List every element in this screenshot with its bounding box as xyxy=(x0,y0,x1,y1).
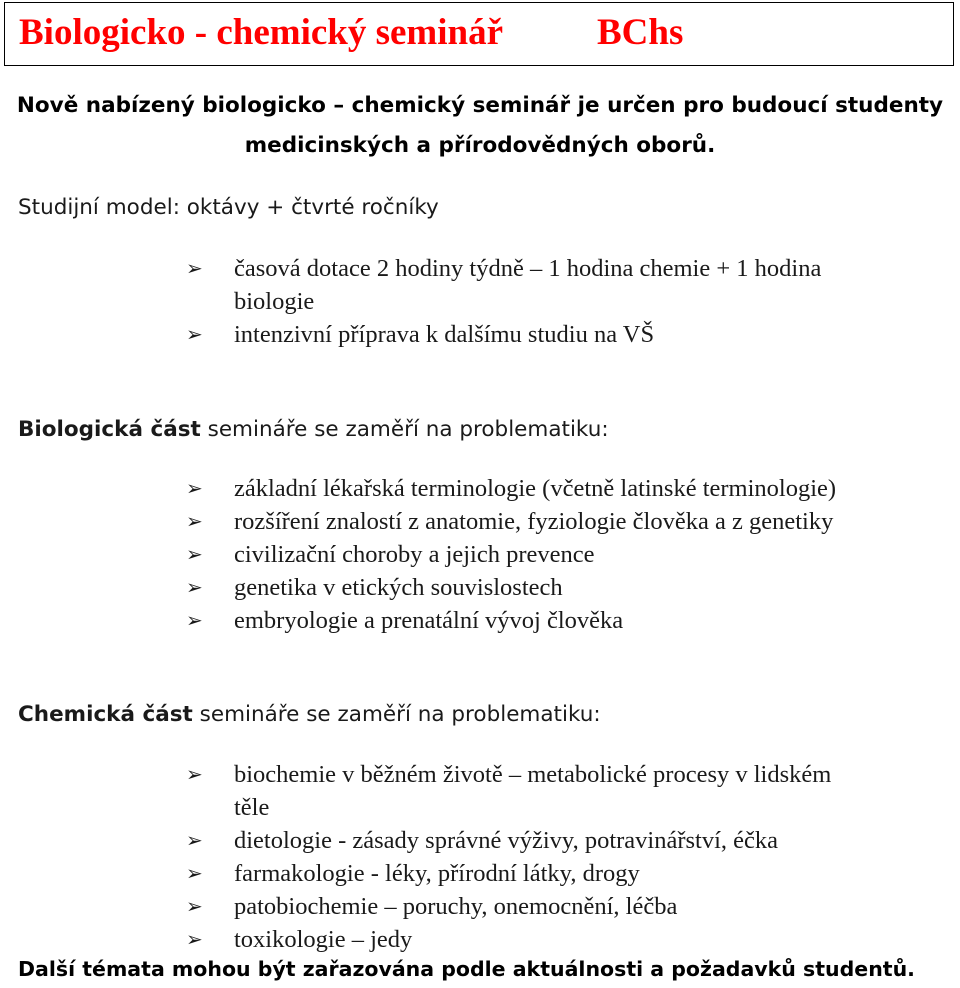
page-title: Biologicko - chemický seminář xyxy=(19,12,504,53)
course-code: BChs xyxy=(597,12,684,53)
list-item xyxy=(0,857,831,890)
arrow-bullet-icon: ➢ xyxy=(186,608,203,632)
biology-label: Biologická část xyxy=(18,417,201,442)
list-item xyxy=(0,824,831,857)
chemistry-rest: semináře se zaměří na problematiku: xyxy=(192,702,601,727)
study-model-label: Studijní model xyxy=(18,195,173,220)
list-item xyxy=(0,604,836,637)
list-item-text: biochemie v běžném životě – metabolické procesy v lidském xyxy=(234,761,832,788)
study-model-list xyxy=(0,252,821,351)
list-item-text: genetika v etických souvislostech xyxy=(234,574,563,601)
arrow-bullet-icon: ➢ xyxy=(186,861,203,885)
list-item xyxy=(0,538,836,571)
list-item-text: farmakologie - léky, přírodní látky, drogy xyxy=(234,860,640,887)
study-model-heading xyxy=(18,193,439,223)
chemistry-heading xyxy=(18,700,601,730)
list-item xyxy=(0,472,836,505)
list-item-text: civilizační choroby a jejich prevence xyxy=(234,541,595,568)
list-item-text: patobiochemie – poruchy, onemocnění, léčba xyxy=(234,893,678,920)
biology-list xyxy=(0,472,836,637)
list-item xyxy=(0,318,821,351)
list-item-text: toxikologie – jedy xyxy=(234,926,413,953)
arrow-bullet-icon: ➢ xyxy=(186,894,203,918)
list-item-continuation xyxy=(0,791,831,824)
intro-line-1: Nově nabízený biologicko – chemický seminář je určen pro budoucí studenty xyxy=(16,93,944,118)
list-item xyxy=(0,505,836,538)
list-item-text: rozšíření znalostí z anatomie, fyziologie člověka a z genetiky xyxy=(234,508,834,535)
arrow-bullet-icon: ➢ xyxy=(186,322,203,346)
list-item-continuation xyxy=(0,285,821,318)
list-item-text: intenzivní příprava k dalšímu studiu na VŠ xyxy=(234,321,655,348)
arrow-bullet-icon: ➢ xyxy=(186,927,203,951)
biology-rest: semináře se zaměří na problematiku: xyxy=(200,417,609,442)
intro-line-2: medicinských a přírodovědných oborů. xyxy=(244,133,716,158)
biology-heading xyxy=(18,415,609,445)
arrow-bullet-icon: ➢ xyxy=(186,476,203,500)
arrow-bullet-icon: ➢ xyxy=(186,509,203,533)
list-item xyxy=(0,758,831,791)
list-item-text: těle xyxy=(234,794,270,821)
arrow-bullet-icon: ➢ xyxy=(186,256,203,280)
arrow-bullet-icon: ➢ xyxy=(186,542,203,566)
title-box xyxy=(4,2,954,66)
list-item-text: časová dotace 2 hodiny týdně – 1 hodina chemie + 1 hodina xyxy=(234,255,822,282)
list-item-text: základní lékařská terminologie (včetně latinské terminologie) xyxy=(234,475,837,502)
list-item-text: biologie xyxy=(234,288,315,315)
study-model-value: : oktávy + čtvrté ročníky xyxy=(172,195,439,220)
list-item-text: dietologie - zásady správné výživy, potravinářství, éčka xyxy=(234,827,779,854)
chemistry-label: Chemická část xyxy=(18,702,193,727)
arrow-bullet-icon: ➢ xyxy=(186,762,203,786)
list-item-text: embryologie a prenatální vývoj člověka xyxy=(234,607,624,634)
list-item xyxy=(0,923,831,956)
list-item xyxy=(0,571,836,604)
chemistry-list xyxy=(0,758,831,956)
list-item xyxy=(0,890,831,923)
arrow-bullet-icon: ➢ xyxy=(186,828,203,852)
arrow-bullet-icon: ➢ xyxy=(186,575,203,599)
closing-note: Další témata mohou být zařazována podle aktuálnosti a požadavků studentů. xyxy=(18,957,915,981)
list-item xyxy=(0,252,821,285)
